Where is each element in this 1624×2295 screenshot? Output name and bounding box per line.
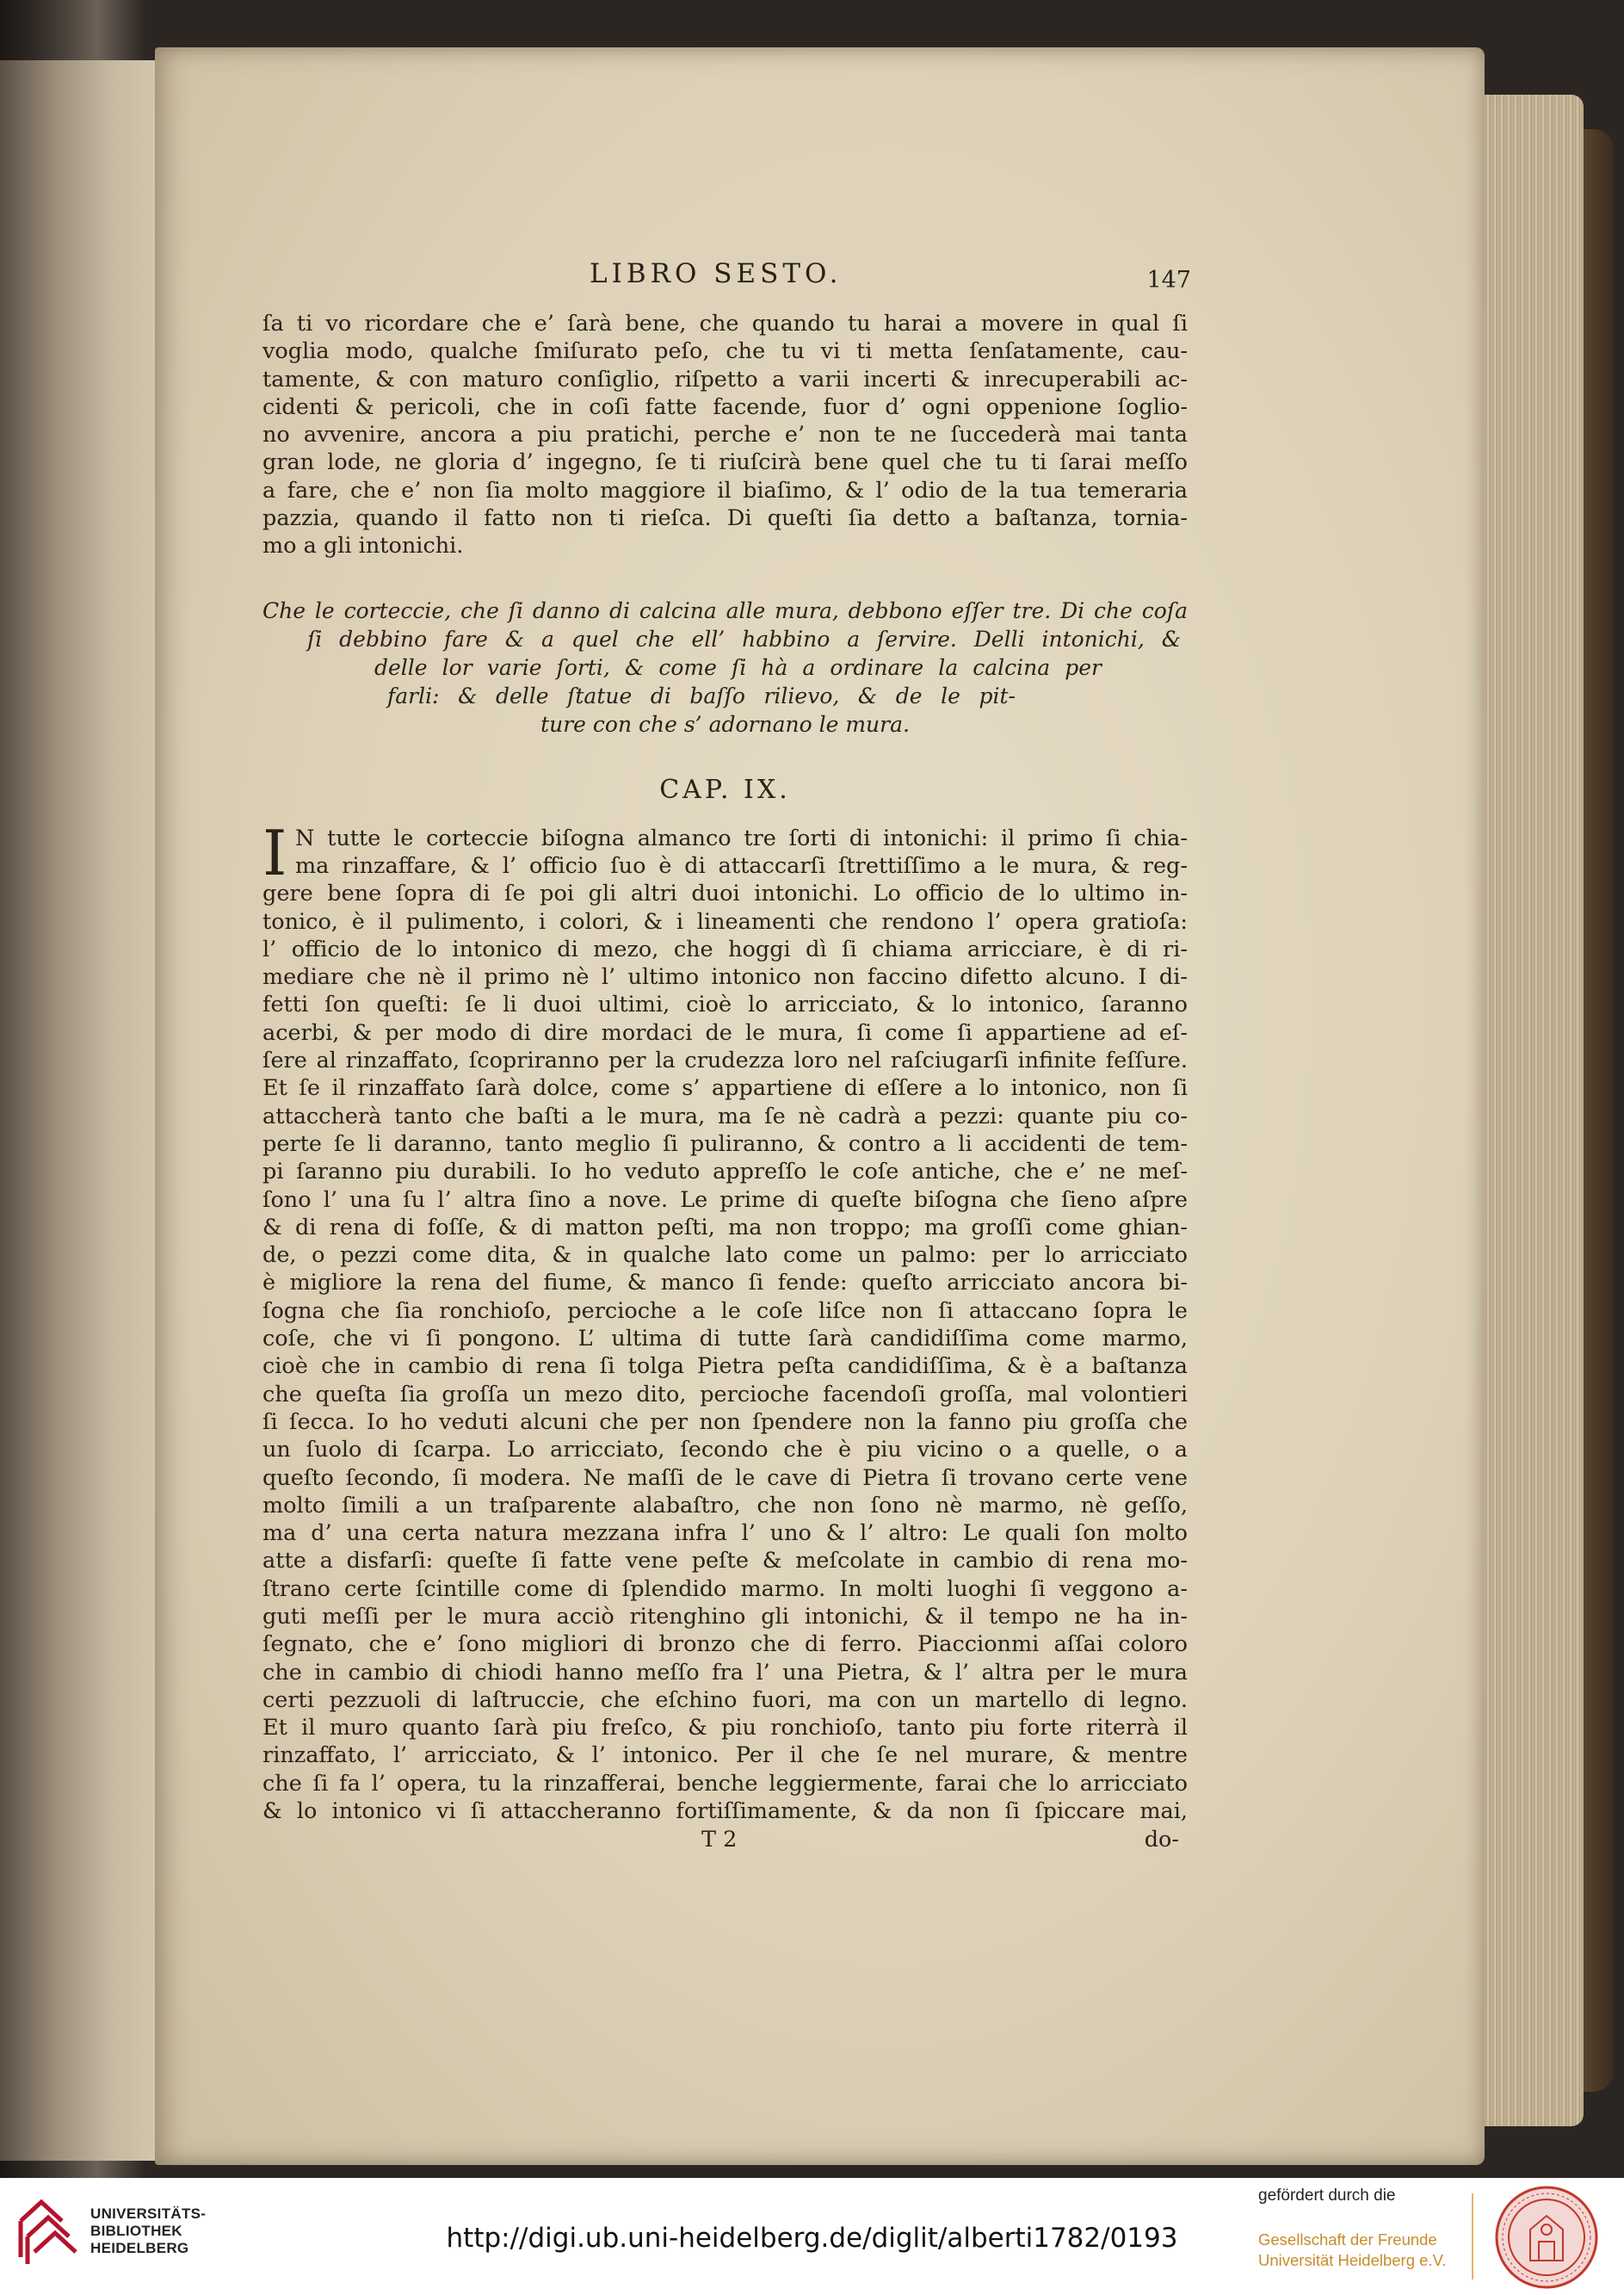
text-line: de, o pezzi come dita, & in qualche lato come un palmo: per lo arricciato <box>262 1242 1188 1269</box>
text-line: no avvenire, ancora a piu pratichi, perche e’ non te ne ſuccederà mai tanta <box>262 422 1188 448</box>
text-line: coſe, che vi ſi pongono. L’ ultima di tutte ſarà candidiſſima come marmo, <box>262 1326 1188 1352</box>
text-line: che queſta ſia groſſa un mezo dito, percioche facendoſi groſſa, mal volontieri <box>262 1381 1188 1407</box>
text-line: a fare, che e’ non ſia molto maggiore il biaſimo, & l’ odio de la tua temeraria <box>262 477 1188 504</box>
text-line: che in cambio di chiodi hanno meſſo fra l’ una Pietra, & l’ altra per le mura <box>262 1659 1188 1686</box>
sponsor-name-line: Universität Heidelberg e.V. <box>1258 2251 1447 2269</box>
text-line: certi pezzuoli di laſtruccie, che eſchino fuori, ma con un martello di legno. <box>262 1686 1188 1713</box>
text-line: l’ officio de lo intonico di mezo, che hoggi dì ſi chiama arricciare, è di ri- <box>262 936 1188 962</box>
text-line: ſere al rinzaffato, ſcopriranno per la crudezza loro nel raſciugarſi infinite feſſure. <box>262 1048 1188 1074</box>
text-line: che ſi fa l’ opera, tu la rinzafferai, benche leggiermente, farai che lo arricciato <box>262 1770 1188 1797</box>
running-head <box>262 258 1191 310</box>
chapter-heading: CAP. IX. <box>659 774 791 805</box>
text-line: perte ſe li daranno, tanto meglio ſi puliranno, & contro a li accidenti de tem- <box>262 1130 1188 1157</box>
page-text <box>262 258 1191 1861</box>
text-line: pazzia, quando il fatto non ti rieſca. Di queſti ſia detto a baſtanza, tornia- <box>262 505 1188 532</box>
summary-line: Che le corteccie, che ſi danno di calcina alle mura, debbono eſſer tre. Di che coſa <box>262 597 1188 623</box>
text-line: Et il muro quanto ſarà piu freſco, & piu ronchioſo, tanto piu forte riterrà il <box>262 1715 1188 1741</box>
text-line: rinzaffato, l’ arricciato, & l’ intonico. Per il che ſe nel murare, & mentre <box>262 1742 1188 1769</box>
text-line: & lo intonico vi ſi attaccheranno fortiſſimamente, & da non ſi ſpiccare mai, <box>262 1798 1188 1825</box>
text-line: ſa ti vo ricordare che e’ ſarà bene, che quando tu harai a movere in qual ſi <box>262 311 1188 337</box>
chapter-summary <box>262 597 1188 739</box>
text-line: molto ſimili a un traſparente alabaſtro, che non ſono nè marmo, nè geſſo, <box>262 1492 1188 1519</box>
text-line: N tutte le corteccie biſogna almanco tre ſorti di intonichi: il primo ſi chia- <box>295 825 1188 851</box>
running-title: LIBRO SESTO. <box>590 258 843 289</box>
text-line: ſtrano certe ſcintille come di ſplendido marmo. In molti luoghi ſi veggono a- <box>262 1575 1188 1602</box>
text-line: gran lode, ne gloria d’ ingegno, ſe ti riuſcirà bene quel che tu ti ſarai meſſo <box>262 449 1188 476</box>
library-footer <box>0 2178 1624 2295</box>
text-line: è migliore la rena del fiume, & manco ſi fende: queſto arricciato ancora bi- <box>262 1270 1188 1296</box>
sponsor-name <box>1258 2230 1446 2271</box>
page-number: 147 <box>1146 267 1191 294</box>
text-line: pi ſaranno piu durabili. Io ho veduto appreſſo le coſe antiche, che e’ ne meſ- <box>262 1159 1188 1185</box>
text-line: ma rinzaffare, & l’ officio ſuo è di attaccarſi ſtrettiſſimo a le mura, & reg- <box>295 852 1188 879</box>
text-line: Et ſe il rinzaffato ſarà dolce, come s’ appartiene di eſſere a lo intonico, non ſi <box>262 1075 1188 1102</box>
text-line: ma d’ una certa natura mezzana infra l’ uno & l’ altro: Le quali ſon molto <box>262 1520 1188 1547</box>
library-name-line: HEIDELBERG <box>90 2240 189 2256</box>
text-line: tonico, è il pulimento, i colori, & i lineamenti che rendono l’ opera gratioſa: <box>262 908 1188 935</box>
text-line: ſogna che ſia ronchioſo, percioche a le coſe liſce non ſi attaccano ſopra le <box>262 1297 1188 1324</box>
text-line: guti meſſi per le mura acciò ritenghino gli intonichi, & il tempo ne ha in- <box>262 1603 1188 1630</box>
text-line: atte a disfarſi: queſte ſi fatte vene peſte & meſcolate in cambio di rena mo- <box>262 1548 1188 1574</box>
summary-line: delle lor varie ſorti, & come ſi hà a ordinare la calcina per <box>374 654 1102 680</box>
text-line: ſono l’ una ſu l’ altra ſino a nove. Le prime di queſte biſogna che ſieno aſpre <box>262 1186 1188 1213</box>
page-footer-line <box>262 1827 1188 1861</box>
text-line: voglia modo, qualche ſmiſurato peſo, che tu vi ti metta ſenſatamente, cau- <box>262 338 1188 365</box>
university-seal-icon <box>1494 2185 1599 2290</box>
text-line: mo a gli intonichi. <box>262 533 464 560</box>
text-line: & di rena di foſſe, & di matton peſti, ma non troppo; ma groſſi come ghian- <box>262 1214 1188 1240</box>
permalink-url[interactable]: http://digi.ub.uni-heidelberg.de/diglit/alberti1782/0193 <box>446 2223 1178 2254</box>
catchword: do- <box>1144 1827 1179 1853</box>
left-page-edge <box>0 60 159 2161</box>
chapter-text <box>262 816 1188 1826</box>
text-line: fetti ſon queſti: ſe li duoi ultimi, cioè lo arricciato, & lo intonico, ſaranno <box>262 992 1188 1018</box>
summary-line: ſi debbino fare & a quel che ell’ habbino a ſervire. Delli intonichi, & <box>307 626 1181 652</box>
text-line: mediare che nè il primo nè l’ ultimo intonico non faccino difetto alcuno. I di- <box>262 964 1188 991</box>
text-line: cidenti & pericoli, che in coſi fatte facende, fuor d’ ogni oppenione ſoglio- <box>262 393 1188 420</box>
text-line: tamente, & con maturo conſiglio, riſpetto a varii incerti & inrecuperabili ac- <box>262 366 1188 393</box>
text-line: un ſuolo di ſcarpa. Lo arricciato, ſecondo che è piu vicino o a quelle, o a <box>262 1437 1188 1463</box>
summary-line: ture con che s’ adornano le mura. <box>540 711 910 737</box>
sponsor-name-line: Gesellschaft der Freunde <box>1258 2230 1437 2249</box>
drop-cap: I <box>262 816 287 889</box>
text-line: queſto ſecondo, ſi modera. Ne maſſi de le cave di Pietra ſi trovano certe vene <box>262 1464 1188 1491</box>
text-line: gere bene ſopra di ſe poi gli altri duoi intonichi. Lo officio de lo ultimo in- <box>262 881 1188 907</box>
text-line: acerbi, & per modo di dire mordaci de le mura, ſi come ſi appartiene ad eſ- <box>262 1019 1188 1046</box>
sponsor-label: gefördert durch die <box>1258 2187 1396 2205</box>
library-name-line: BIBLIOTHEK <box>90 2223 182 2239</box>
signature-mark: T 2 <box>701 1827 738 1853</box>
summary-line: farli: & delle ſtatue di baſſo rilievo, & de le pit- <box>387 683 1016 708</box>
text-line: ſegnato, che e’ ſono migliori di bronzo che di ferro. Piaccionmi aſſai coloro <box>262 1631 1188 1658</box>
library-name-line: UNIVERSITÄTS- <box>90 2205 207 2222</box>
continued-text <box>262 310 1188 560</box>
text-line: attaccherà tanto che baſti a le mura, ma ſe nè cadrà a pezzi: quante piu co- <box>262 1103 1188 1129</box>
text-line: cioè che in cambio di rena ſi tolga Pietra peſta candidiſſima, & è a baſtanza <box>262 1353 1188 1380</box>
sponsor-divider <box>1472 2193 1473 2280</box>
text-line: ſi ſecca. Io ho veduti alcuni che per non ſpendere non la fanno piu groſſa che <box>262 1408 1188 1435</box>
